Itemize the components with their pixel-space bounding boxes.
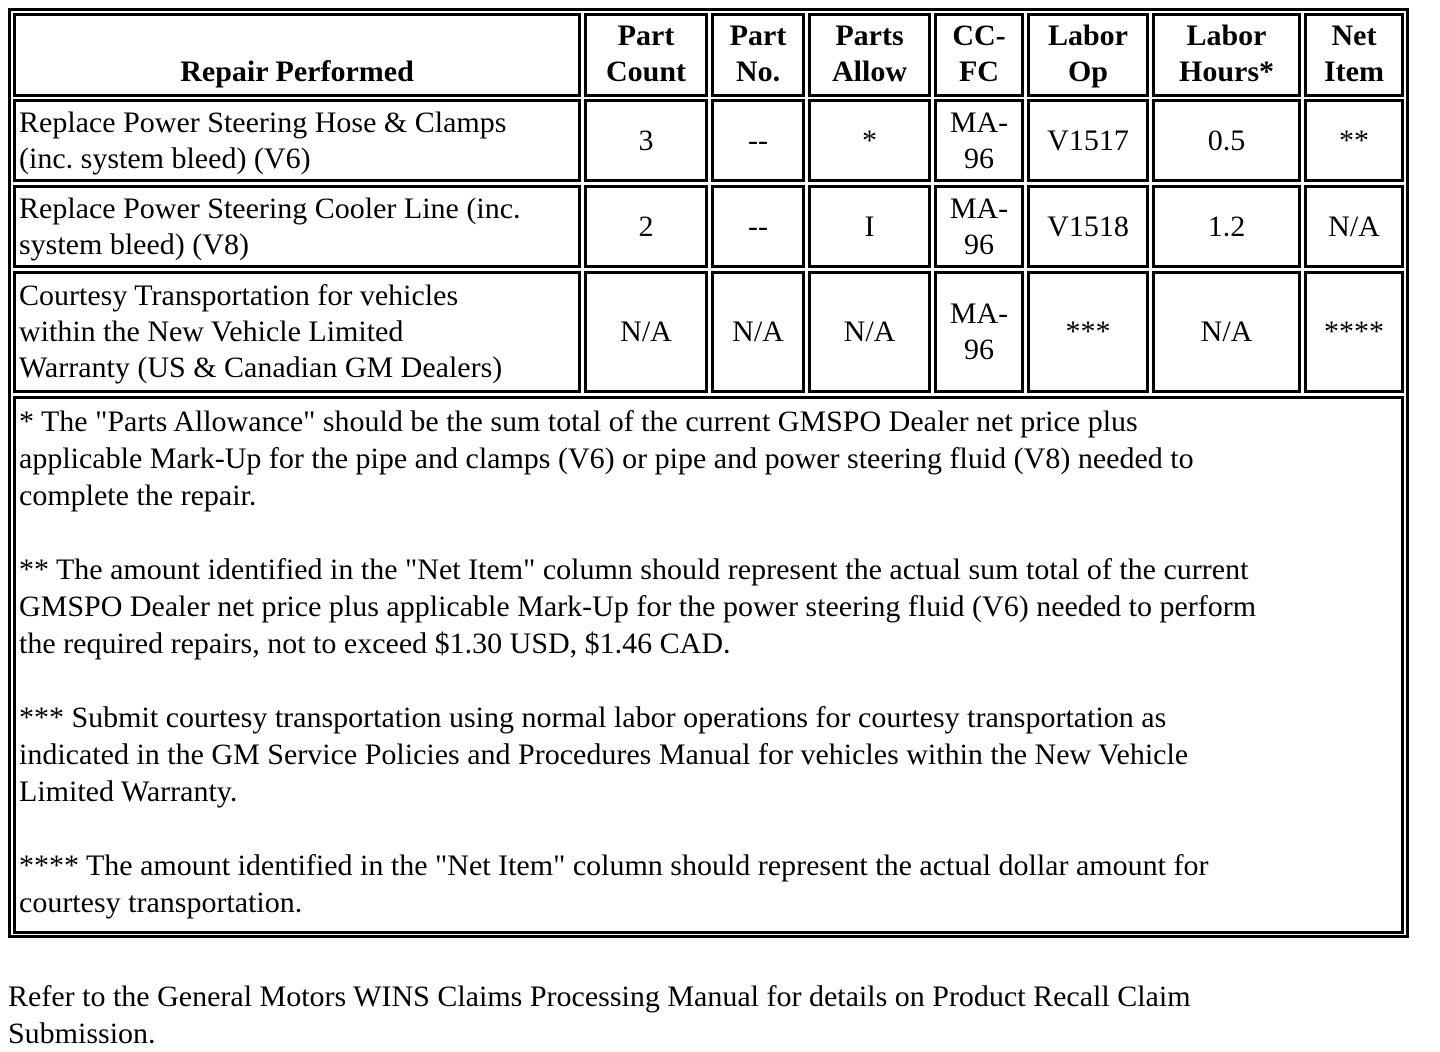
footnote-courtesy-net-item <box>19 847 1398 921</box>
table-row-2-net-item: N/A <box>1304 185 1404 268</box>
row-2-ccfc-line1: MA- <box>949 191 1009 225</box>
footnote-courtesy-labor <box>19 699 1398 810</box>
header-parts-allow-line1: Parts <box>835 19 904 52</box>
footnote-2-line3: the required repairs, not to exceed $1.30 USD, $1.46 CAD. <box>19 627 731 660</box>
header-net-item <box>1304 13 1404 97</box>
footnote-2-line2: GMSPO Dealer net price plus applicable Mark-Up for the power steering fluid (V6) needed to perform <box>19 590 1257 623</box>
row-2-repair-line1: Replace Power Steering Cooler Line (inc. <box>19 191 521 225</box>
table-row-2-repair <box>13 185 581 268</box>
row-2-repair-line2: system bleed) (V8) <box>19 227 249 261</box>
header-repair-performed-label: Repair Performed <box>180 55 414 88</box>
header-ccfc-line1: CC- <box>952 19 1006 52</box>
table-row-3-repair <box>13 271 581 393</box>
table-row-1-repair <box>13 99 581 182</box>
footnote-1-line2: applicable Mark-Up for the pipe and clamps (V6) or pipe and power steering fluid (V8) needed to <box>19 442 1194 475</box>
header-part-no-line1: Part <box>729 19 787 52</box>
table-row-2-part-no: -- <box>711 185 805 268</box>
footnote-parts-allowance <box>19 403 1398 514</box>
table-row-2-labor-hours: 1.2 <box>1152 185 1301 268</box>
footer-line1: Refer to the General Motors WINS Claims Processing Manual for details on Product Recall Claim <box>8 980 1191 1013</box>
table-row-1-ccfc <box>934 99 1024 182</box>
table-row-3-part-no: N/A <box>711 271 805 393</box>
table-row-1-part-count: 3 <box>584 99 708 182</box>
row-3-ccfc-line1: MA- <box>949 297 1009 330</box>
row-3-ccfc-line2: 96 <box>964 333 994 366</box>
row-1-repair-line2: (inc. system bleed) (V6) <box>19 141 311 175</box>
table-row-2-ccfc <box>934 185 1024 268</box>
footer-line2: Submission. <box>8 1017 156 1050</box>
header-ccfc-line2: FC <box>958 55 999 88</box>
footnote-3-line3: Limited Warranty. <box>19 775 238 808</box>
table-row-1-parts-allow: * <box>808 99 931 182</box>
header-net-item-line1: Net <box>1331 19 1377 52</box>
header-labor-hours-line2: Hours* <box>1178 55 1274 88</box>
table-row-1-part-no: -- <box>711 99 805 182</box>
footnote-net-item-fluid <box>19 551 1398 662</box>
table-row-3-labor-op: *** <box>1027 271 1149 393</box>
footnote-1-line1: * The "Parts Allowance" should be the sum total of the current GMSPO Dealer net price plus <box>19 405 1138 438</box>
header-part-no <box>711 13 805 97</box>
table-row-3-part-count: N/A <box>584 271 708 393</box>
footnote-1-line3: complete the repair. <box>19 479 257 512</box>
header-repair-performed <box>13 13 581 97</box>
header-parts-allow-line2: Allow <box>832 55 907 88</box>
table-row-2-part-count: 2 <box>584 185 708 268</box>
table-row-3-parts-allow: N/A <box>808 271 931 393</box>
table-row-3-ccfc <box>934 271 1024 393</box>
footnote-2-line1: ** The amount identified in the "Net Item" column should represent the actual sum total of the current <box>19 553 1249 586</box>
table-row-3-net-item: **** <box>1304 271 1404 393</box>
row-3-repair-line2: within the New Vehicle Limited <box>19 315 404 348</box>
row-3-repair-line3: Warranty (US & Canadian GM Dealers) <box>19 351 503 384</box>
footnotes-cell <box>13 396 1404 934</box>
header-ccfc <box>934 13 1024 97</box>
header-labor-op <box>1027 13 1149 97</box>
row-3-repair-line1: Courtesy Transportation for vehicles <box>19 279 459 312</box>
row-1-ccfc-line1: MA- <box>949 105 1009 139</box>
table-row-1-net-item: ** <box>1304 99 1404 182</box>
header-net-item-line2: Item <box>1324 55 1384 88</box>
header-part-count-line1: Part <box>617 19 675 52</box>
header-labor-op-line1: Labor <box>1047 19 1128 52</box>
table-row-1-labor-op: V1517 <box>1027 99 1149 182</box>
footnote-3-line1: *** Submit courtesy transportation using normal labor operations for courtesy transportation as <box>19 701 1167 734</box>
header-part-count <box>584 13 708 97</box>
footnote-4-line1: **** The amount identified in the "Net Item" column should represent the actual dollar amount for <box>19 849 1209 882</box>
table-row-3-labor-hours: N/A <box>1152 271 1301 393</box>
row-1-ccfc-line2: 96 <box>964 141 994 175</box>
header-parts-allow <box>808 13 931 97</box>
header-part-count-line2: Count <box>605 55 687 88</box>
row-2-ccfc-line2: 96 <box>964 227 994 261</box>
header-labor-hours-line1: Labor <box>1186 19 1267 52</box>
table-row-2-labor-op: V1518 <box>1027 185 1149 268</box>
header-labor-hours <box>1152 13 1301 97</box>
claims-manual-reference <box>8 978 1428 1052</box>
header-part-no-line2: No. <box>735 55 781 88</box>
footnote-4-line2: courtesy transportation. <box>19 886 303 919</box>
header-labor-op-line2: Op <box>1067 55 1108 88</box>
table-row-2-parts-allow: I <box>808 185 931 268</box>
row-1-repair-line1: Replace Power Steering Hose & Clamps <box>19 105 507 139</box>
table-row-1-labor-hours: 0.5 <box>1152 99 1301 182</box>
footnote-3-line2: indicated in the GM Service Policies and Procedures Manual for vehicles within the New Vehicle <box>19 738 1189 771</box>
